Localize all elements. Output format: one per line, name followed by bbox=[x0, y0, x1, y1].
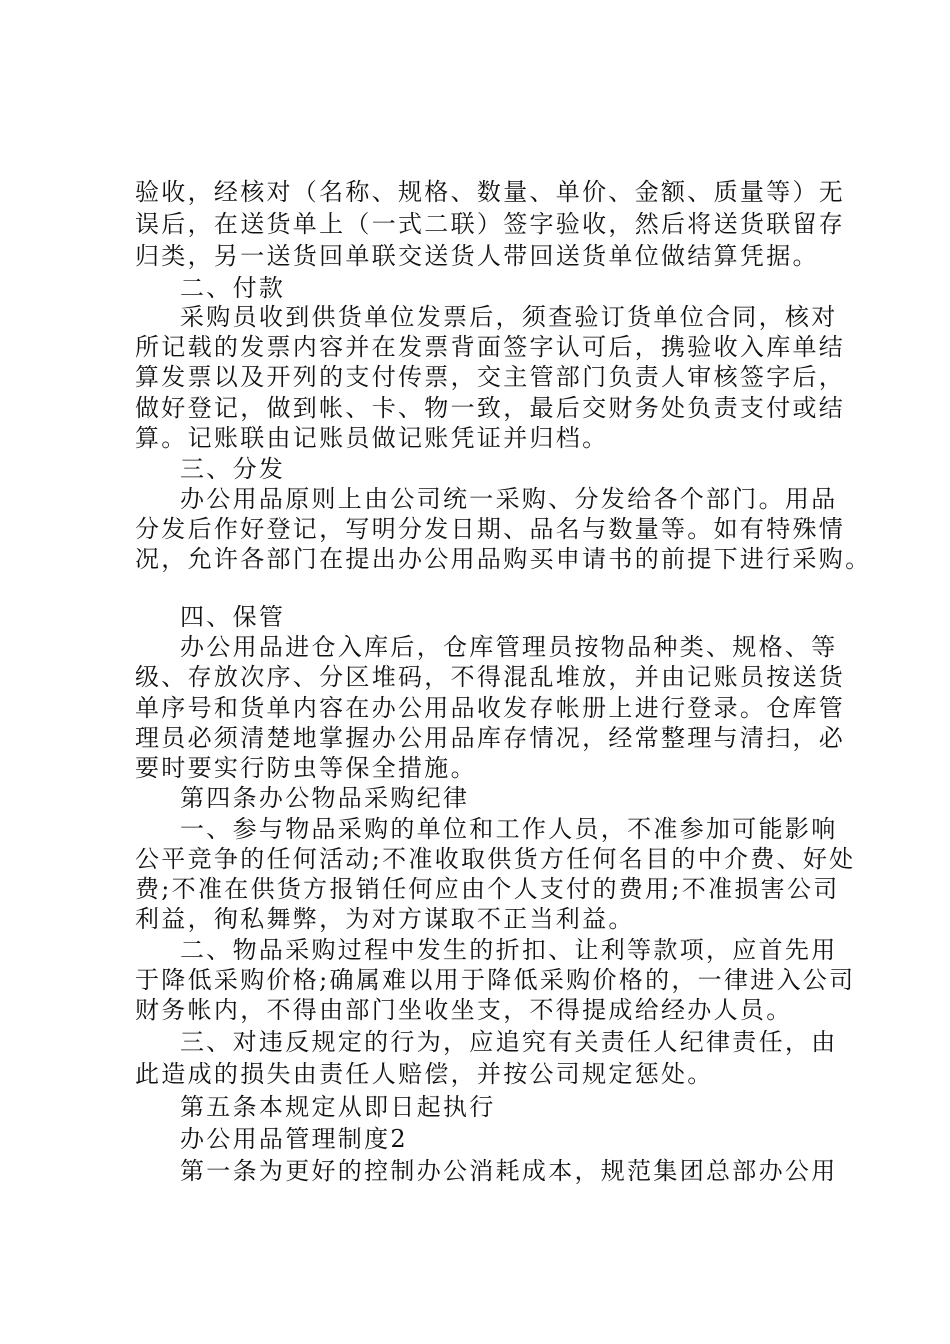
text-line: 归类，另一送货回单联交送货人带回送货单位做结算凭据。 bbox=[135, 242, 819, 270]
text-line: 误后，在送货单上（一式二联）签字验收，然后将送货联留存 bbox=[135, 210, 846, 238]
text-line: 分发后作好登记，写明分发日期、品名与数量等。如有特殊情 bbox=[135, 515, 846, 543]
text-line: 验收，经核对（名称、规格、数量、单价、金额、质量等）无 bbox=[135, 178, 846, 206]
text-line: 公平竞争的任何活动;不准收取供货方任何名目的中介费、好处 bbox=[135, 845, 856, 873]
text-line: 要时要实行防虫等保全措施。 bbox=[135, 754, 477, 782]
text-line: 二、物品采购过程中发生的折扣、让利等款项，应首先用 bbox=[180, 936, 838, 964]
text-line: 办公用品原则上由公司统一采购、分发给各个部门。用品 bbox=[180, 485, 838, 513]
text-line: 级、存放次序、分区堆码，不得混乱堆放，并由记账员按送货 bbox=[135, 663, 846, 691]
text-line: 单序号和货单内容在办公用品收发存帐册上进行登录。仓库管 bbox=[135, 694, 846, 722]
article-heading: 第四条办公物品采购纪律 bbox=[180, 784, 470, 812]
article-heading: 第五条本规定从即日起执行 bbox=[180, 1093, 496, 1121]
text-line: 一、参与物品采购的单位和工作人员，不准参加可能影响 bbox=[180, 815, 838, 843]
text-line: 况，允许各部门在提出办公用品购买申请书的前提下进行采购。 bbox=[135, 545, 872, 573]
text-line: 财务帐内，不得由部门坐收坐支，不得提成给经办人员。 bbox=[135, 996, 793, 1024]
text-line: 第一条为更好的控制办公消耗成本，规范集团总部办公用 bbox=[180, 1157, 838, 1185]
text-line: 三、对违反规定的行为，应追究有关责任人纪律责任，由 bbox=[180, 1028, 838, 1056]
text-line: 算发票以及开列的支付传票，交主管部门负责人审核签字后， bbox=[135, 363, 846, 391]
section-heading: 四、保管 bbox=[180, 603, 286, 631]
text-line: 利益，徇私舞弊，为对方谋取不正当利益。 bbox=[135, 905, 635, 933]
text-line: 所记载的发票内容并在发票背面签字认可后，携验收入库单结 bbox=[135, 333, 846, 361]
text-line: 办公用品进仓入库后，仓库管理员按物品种类、规格、等 bbox=[180, 633, 838, 661]
section-heading: 二、付款 bbox=[180, 274, 286, 302]
document-title: 办公用品管理制度2 bbox=[180, 1125, 408, 1153]
text-line: 于降低采购价格;确属难以用于降低采购价格的，一律进入公司 bbox=[135, 966, 856, 994]
text-line: 采购员收到供货单位发票后，须查验订货单位合同，核对 bbox=[180, 303, 838, 331]
text-line: 做好登记，做到帐、卡、物一致，最后交财务处负责支付或结 bbox=[135, 394, 846, 422]
text-line: 算。记账联由记账员做记账凭证并归档。 bbox=[135, 424, 609, 452]
text-line: 费;不准在供货方报销任何应由个人支付的费用;不准损害公司 bbox=[135, 875, 840, 903]
section-heading: 三、分发 bbox=[180, 455, 286, 483]
text-line: 理员必须清楚地掌握办公用品库存情况，经常整理与清扫，必 bbox=[135, 724, 846, 752]
text-line: 此造成的损失由责任人赔偿，并按公司规定惩处。 bbox=[135, 1060, 714, 1088]
